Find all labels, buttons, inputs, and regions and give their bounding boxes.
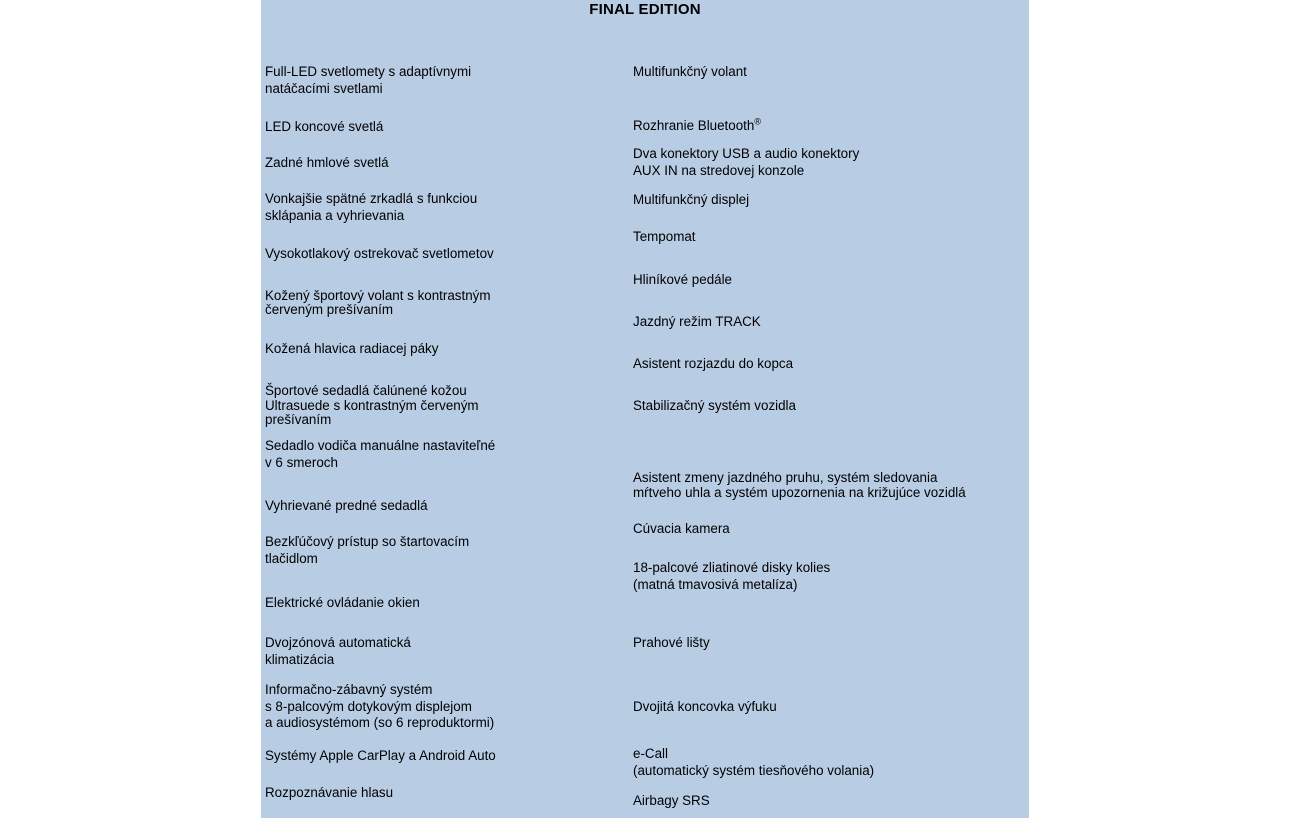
document-title: FINAL EDITION <box>589 1 701 18</box>
feature-item <box>633 118 1023 135</box>
feature-item: Dvojitá koncovka výfuku <box>633 699 777 714</box>
feature-item: Zadné hmlové svetlá <box>265 155 389 170</box>
feature-item: Rozpoznávanie hlasu <box>265 785 394 800</box>
feature-item: Vysokotlakový ostrekovač svetlometov <box>265 246 494 261</box>
registered-mark: ® <box>754 116 761 127</box>
feature-item: Kožený športový volant s kontrastným červeným prešívaním <box>265 288 491 317</box>
feature-item: Kožená hlavica radiacej páky <box>265 341 439 356</box>
feature-item: Športové sedadlá čalúnené kožou Ultrasuede s kontrastným červeným prešívaním <box>265 383 479 427</box>
feature-item: Asistent zmeny jazdného pruhu, systém sledovania mŕtveho uhla a systém upozornenia na križujúce vozidlá <box>633 470 966 500</box>
feature-item: Sedadlo vodiča manuálne nastaviteľné v 6 smeroch <box>265 438 496 470</box>
feature-item: 18-palcové zliatinové disky kolies (matná tmavosivá metalíza) <box>633 560 831 592</box>
feature-item: Asistent rozjazdu do kopca <box>633 356 794 371</box>
feature-item: Tempomat <box>633 229 696 244</box>
feature-item: Dva konektory USB a audio konektory AUX IN na stredovej konzole <box>633 146 860 178</box>
feature-item: Hliníkové pedále <box>633 272 733 287</box>
feature-item: Informačno-zábavný systém s 8-palcovým dotykovým displejom a audiosystémom (so 6 reproduktormi) <box>265 682 495 730</box>
feature-item: LED koncové svetlá <box>265 119 384 134</box>
feature-item: e-Call (automatický systém tiesňového volania) <box>633 746 875 778</box>
feature-item: Full-LED svetlomety s adaptívnymi natáčacími svetlami <box>265 64 472 96</box>
feature-item: Cúvacia kamera <box>633 521 730 536</box>
feature-item: Jazdný režim TRACK <box>633 314 761 329</box>
feature-item: Systémy Apple CarPlay a Android Auto <box>265 748 496 763</box>
feature-list-panel <box>261 0 1029 818</box>
feature-item: Prahové lišty <box>633 635 710 650</box>
feature-item: Airbagy SRS <box>633 793 710 808</box>
feature-item: Multifunkčný displej <box>633 192 750 207</box>
feature-item: Vonkajšie spätné zrkadlá s funkciou sklápania a vyhrievania <box>265 191 478 223</box>
feature-item: Dvojzónová automatická klimatizácia <box>265 635 411 667</box>
feature-item: Vyhrievané predné sedadlá <box>265 498 428 513</box>
feature-item: Stabilizačný systém vozidla <box>633 398 796 413</box>
feature-item: Bezkľúčový prístup so štartovacím tlačidlom <box>265 534 470 566</box>
feature-item: Elektrické ovládanie okien <box>265 595 420 610</box>
feature-item: Multifunkčný volant <box>633 64 747 79</box>
feature-item-text: Rozhranie Bluetooth <box>633 118 755 133</box>
